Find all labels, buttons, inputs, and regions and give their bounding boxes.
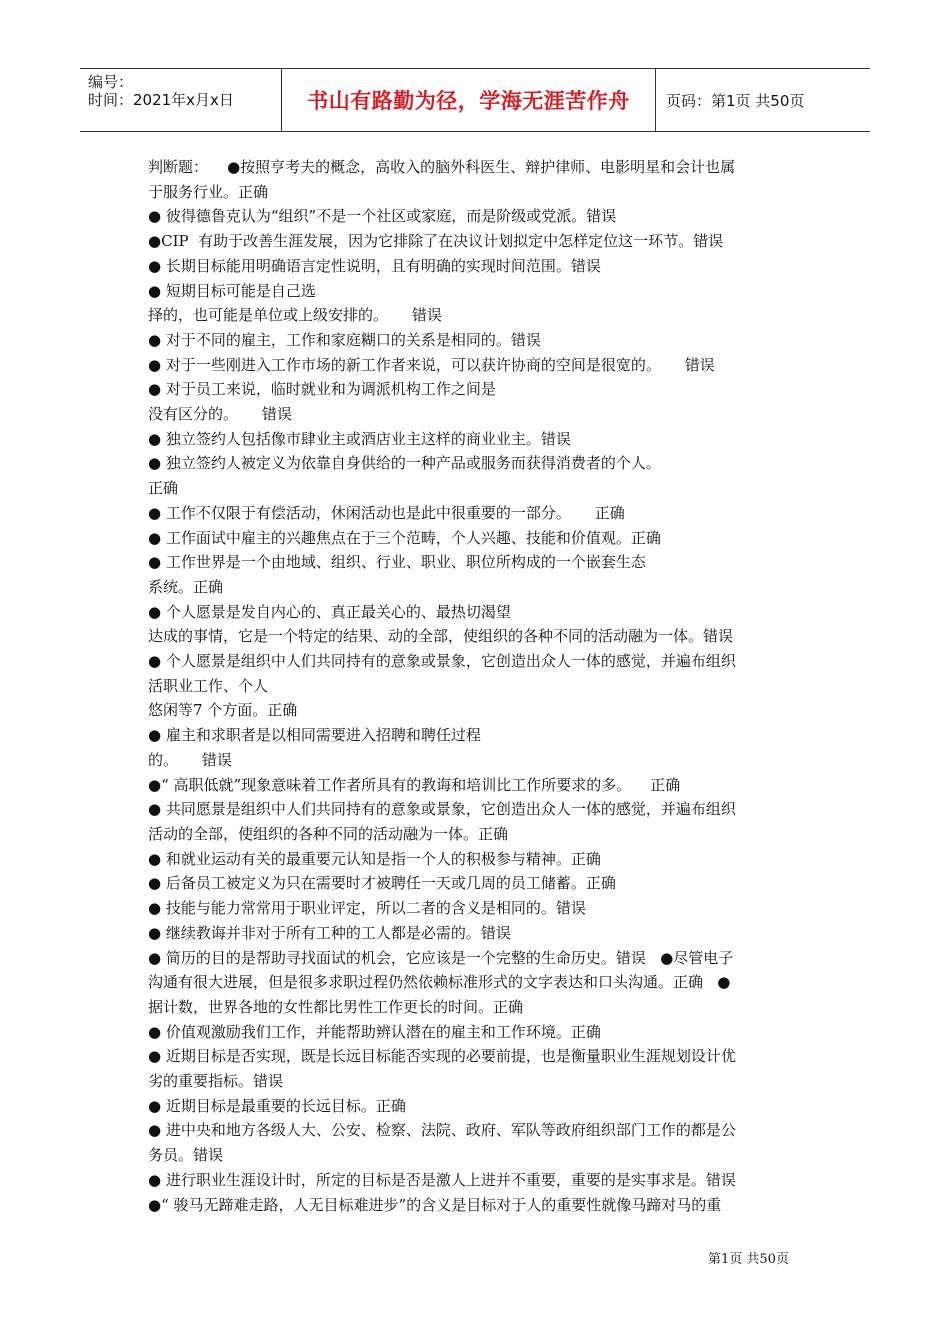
text-line: ●CIP 有助于改善生涯发展，因为它排除了在决议计划拟定中怎样定位这一环节。错误 (148, 232, 724, 251)
text-line: ● 独立签约人包括像市肆业主或酒店业主这样的商业业主。错误 (148, 429, 571, 448)
text-line: ● 共同愿景是组织中人们共同持有的意象或景象，它创造出众人一体的感觉，并遍布组织 (148, 800, 736, 819)
header-page-cell (656, 69, 870, 131)
text-line: ● 进行职业生涯设计时，所定的目标是否是激人上进并不重要，重要的是实事求是。错误 (148, 1170, 736, 1189)
text-line: ● 短期目标可能是自己选 (148, 281, 316, 300)
text-line: 活职业工作、个人 (148, 676, 269, 695)
text-line: ● 继续教诲并非对于所有工种的工人都是必需的。错误 (148, 923, 511, 942)
text-line: ● 和就业运动有关的最重要元认知是指一个人的积极参与精神。正确 (148, 849, 601, 868)
text-line: ● 雇主和求职者是以相同需要进入招聘和聘任过程 (148, 726, 481, 745)
text-line: 达成的事情，它是一个特定的结果、动的全部，使组织的各种不同的活动融为一体。错误 (148, 627, 734, 646)
text-line: ● 对于一些刚进入工作市场的新工作者来说，可以获许协商的空间是很宽的。 错误 (148, 355, 715, 374)
text-line: ● 近期目标是最重要的长远目标。正确 (148, 1096, 406, 1115)
document-body (148, 155, 808, 1217)
serial-label: 编号： (88, 73, 134, 91)
text-line: ● 后备员工被定义为只在需要时才被聘任一天或几周的员工储蓄。正确 (148, 874, 616, 893)
text-line: ● 价值观激励我们工作，并能帮助辨认潜在的雇主和工作环境。正确 (148, 1022, 601, 1041)
text-line: 的。 错误 (148, 750, 232, 769)
motto-text: 书山有路勤为径，学海无涯苦作舟 (307, 89, 630, 113)
text-line: ● 个人愿景是发自内心的、真正最关心的、最热切渴望 (148, 602, 511, 621)
text-line: 活动的全部，使组织的各种不同的活动融为一体。正确 (148, 824, 509, 843)
text-line: 正确 (148, 479, 179, 498)
text-line: ● 工作面试中雇主的兴趣焦点在于三个范畴，个人兴趣、技能和价值观。正确 (148, 528, 661, 547)
text-line: 于服务行业。正确 (148, 182, 269, 201)
text-line: ●“ 高职低就”现象意味着工作者所具有的教诲和培训比工作所要求的多。 正确 (148, 775, 681, 794)
text-line: 判断题： ●按照亨考夫的概念，高收入的脑外科医生、辩护律师、电影明星和会计也属 (148, 158, 736, 176)
page-label: 页码：第1页 共50页 (666, 91, 805, 110)
text-line: ● 对于员工来说，临时就业和为调派机构工作之间是 (148, 380, 496, 399)
text-line: 没有区分的。 错误 (148, 405, 292, 424)
text-line: 悠闲等7 个方面。正确 (148, 701, 298, 720)
text-line: 务员。错误 (148, 1146, 224, 1165)
text-line: ● 个人愿景是组织中人们共同持有的意象或景象，它创造出众人一体的感觉，并遍布组织 (148, 652, 736, 671)
text-line: ● 进中央和地方各级人大、公安、检察、法院、政府、军队等政府组织部门工作的都是公 (148, 1121, 736, 1140)
text-line: 劣的重要指标。错误 (148, 1072, 284, 1091)
text-line: ● 独立签约人被定义为依靠自身供给的一种产品或服务而获得消费者的个人。 (148, 454, 661, 473)
text-line: ● 工作世界是一个由地域、组织、行业、职业、职位所构成的一个嵌套生态 (148, 553, 646, 572)
text-line: 择的，也可能是单位或上级安排的。 错误 (148, 306, 442, 325)
page-header (80, 68, 870, 132)
text-line: ● 对于不同的雇主，工作和家庭糊口的关系是相同的。错误 (148, 330, 541, 349)
text-line: 据计数，世界各地的女性都比男性工作更长的时间。正确 (148, 997, 524, 1016)
text-line: ● 简历的目的是帮助寻找面试的机会，它应该是一个完整的生命历史。错误 ●尽管电子 (148, 948, 734, 967)
text-line: ● 技能与能力常常用于职业评定，所以二者的含义是相同的。错误 (148, 899, 586, 918)
text-line: ●“ 骏马无蹄难走路，人无目标难进步”的含义是目标对于人的重要性就像马蹄对马的重 (148, 1195, 722, 1214)
text-line: ● 近期目标是否实现，既是长远目标能否实现的必要前提，也是衡量职业生涯规划设计优 (148, 1047, 736, 1066)
page-footer: 第1页 共50页 (708, 1252, 789, 1267)
text-line: 系统。正确 (148, 577, 224, 596)
header-meta (80, 69, 282, 131)
header-motto-cell (282, 69, 656, 131)
text-line: ● 工作不仅限于有偿活动，休闲活动也是此中很重要的一部分。 正确 (148, 503, 625, 522)
text-line: 沟通有很大进展，但是很多求职过程仍然依赖标准形式的文字表达和口头沟通。正确 ● (148, 973, 731, 992)
text-line: ● 长期目标能用明确语言定性说明，且有明确的实现时间范围。错误 (148, 256, 601, 275)
date-label: 时间：2021年x月x日 (88, 91, 234, 109)
text-line: ● 彼得德鲁克认为“组织”不是一个社区或家庭，而是阶级或党派。错误 (148, 207, 617, 226)
